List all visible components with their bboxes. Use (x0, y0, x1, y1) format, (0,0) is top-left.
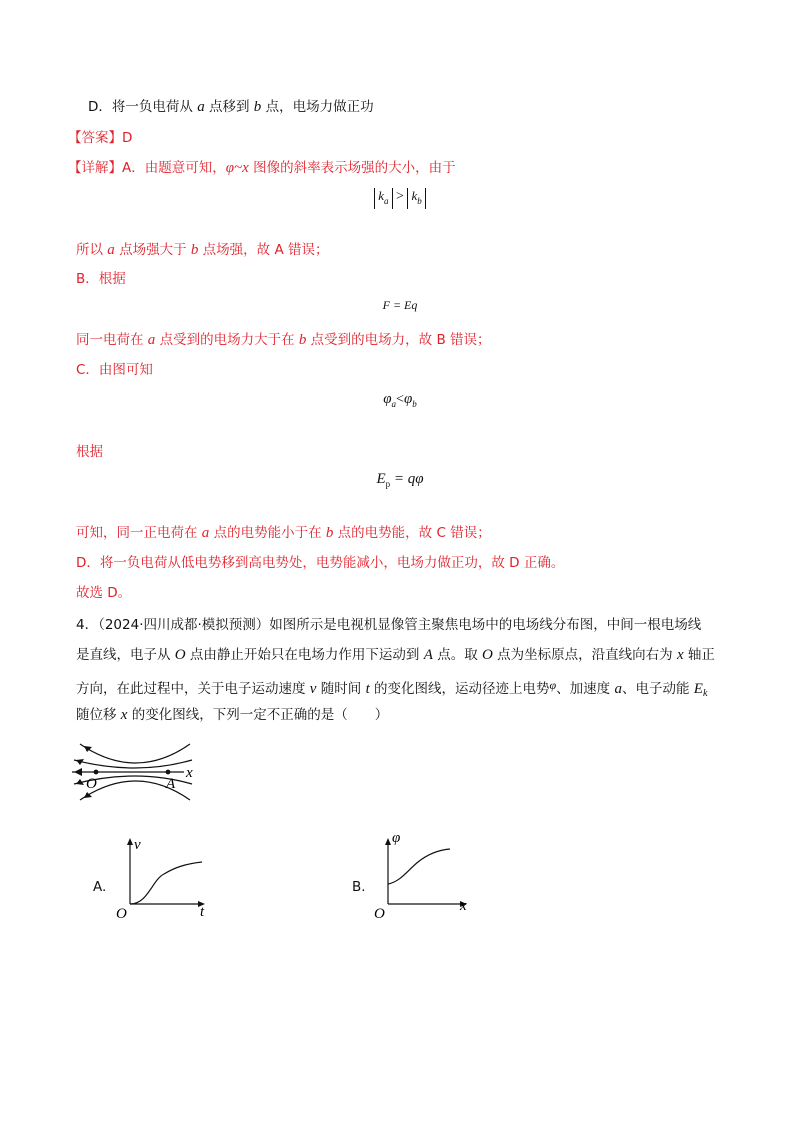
var-a: a (107, 242, 115, 258)
var-a: a (614, 681, 622, 697)
text: 点场强，故 A 错误； (198, 242, 329, 258)
line-b-conclusion (76, 331, 491, 349)
answer-label: 【答案】 (68, 130, 122, 146)
sub-p: p (385, 479, 391, 489)
sub-a: a (384, 196, 389, 206)
sub-k: k (702, 688, 708, 699)
graph-b-phi-x (372, 830, 482, 920)
answer-value: D (122, 130, 133, 146)
text: 同一电荷在 (76, 332, 148, 348)
var-phi: φ (549, 678, 557, 692)
line-a-conclusion (76, 241, 329, 259)
text: 点的电势能，故 C 错误； (333, 525, 491, 541)
text: 点移到 (204, 99, 254, 115)
text: 随位移 (76, 707, 121, 723)
var-a: a (147, 332, 156, 348)
phi-x: φ~x (225, 160, 249, 176)
text: 是直线，电子从 (76, 647, 175, 663)
line-basis: 根据 (76, 444, 103, 460)
axis-label-t: t (200, 904, 205, 920)
relation: < (396, 392, 404, 407)
text: 轴正 (683, 647, 715, 663)
var-b: b (298, 332, 307, 348)
var-x: x (676, 647, 684, 663)
text: D．将一负电荷从 (88, 99, 198, 115)
text: 点，电场力做正功 (261, 99, 374, 115)
text: 、电子动能 (621, 681, 694, 697)
text: 点为坐标原点，沿直线向右为 (492, 647, 677, 663)
point-A (166, 770, 171, 775)
text: 点受到的电场力，故 B 错误； (306, 332, 491, 348)
q4-line-2 (76, 646, 715, 664)
axis-label-x: x (460, 898, 467, 914)
selection-line: 故选 D。 (76, 585, 132, 601)
var-A: A (423, 647, 433, 663)
sub-a: a (391, 399, 397, 409)
line-c-basis: C．由图可知 (76, 362, 153, 378)
phi: φ (383, 391, 392, 407)
label-A: A (166, 776, 176, 792)
axis-label-phi: φ (392, 830, 401, 846)
text: 的变化图线，下列一定不正确的是（ ） (127, 707, 389, 723)
curve-phi-x (388, 849, 450, 884)
text: 图像的斜率表示场强的大小，由于 (248, 160, 456, 176)
answer-line (68, 129, 132, 147)
curve-v-t (130, 862, 202, 904)
q4-line-4 (76, 706, 388, 724)
line-d-conclusion: D．将一负电荷从低电势移到高电势处，电势能减小，电场力做正功，故 D 正确。 (76, 555, 565, 571)
detail-label: 【详解】 (68, 160, 122, 176)
field-line-upper (74, 760, 192, 768)
k: k (411, 188, 418, 203)
text: A．由题意可知， (122, 160, 226, 176)
var-t: t (365, 681, 370, 697)
sub-b: b (412, 399, 417, 409)
formula-force: F = Eq (382, 298, 418, 312)
text: 方向，在此过程中，关于电子运动速度 (76, 681, 310, 697)
arrow-head (74, 768, 82, 776)
text: 点。取 (432, 647, 482, 663)
q4-line-1: 4．（2024·四川成都·模拟预测）如图所示是电视机显像管主聚焦电场中的电场线分布图，中间一根电场线 (76, 617, 702, 633)
y-arrow (127, 838, 133, 845)
label-x: x (186, 765, 193, 781)
option-b-label: B. (352, 879, 366, 895)
text: 随时间 (316, 681, 366, 697)
line-c-conclusion (76, 524, 491, 542)
text: 点由静止开始只在电场力作用下运动到 (185, 647, 424, 663)
formula-potential-energy (0, 471, 800, 489)
var-b: b (253, 99, 262, 115)
relation: > (396, 189, 404, 204)
text: 点场强大于 (114, 242, 191, 258)
graph-a-v-t (112, 834, 222, 920)
var-v: v (309, 681, 317, 697)
option-d-line (88, 98, 374, 116)
text: 所以 (76, 242, 108, 258)
point-O (94, 770, 99, 775)
var-O: O (482, 647, 493, 663)
sub-b: b (417, 196, 422, 206)
origin-O: O (374, 906, 385, 922)
origin-O: O (116, 906, 127, 922)
var-O: O (174, 647, 186, 663)
formula-slope-compare (0, 188, 800, 209)
var-a: a (197, 99, 205, 115)
y-arrow (385, 838, 391, 845)
text: 点受到的电场力大于在 (155, 332, 299, 348)
var-b: b (190, 242, 199, 258)
text: 点的电势能小于在 (209, 525, 326, 541)
field-lines-figure (66, 736, 206, 822)
detail-line (68, 159, 456, 177)
var-b: b (325, 525, 334, 541)
axis-label-v: v (134, 837, 141, 853)
text: 的变化图线，运动径迹上电势 (369, 681, 550, 697)
phi: φ (403, 391, 413, 407)
var-a: a (201, 525, 210, 541)
k: k (378, 188, 385, 203)
rest: = qφ (390, 471, 424, 487)
line-b-basis: B．根据 (76, 271, 126, 287)
option-a-label: A. (93, 879, 107, 895)
var-x: x (120, 707, 128, 723)
var-E: E (693, 681, 703, 697)
text: 可知，同一正电荷在 (76, 525, 202, 541)
field-line-top (80, 744, 190, 763)
q4-line-3 (76, 676, 707, 703)
E: E (376, 471, 386, 487)
formula-potential-compare (0, 391, 800, 409)
text: 、加速度 (556, 681, 615, 697)
label-O: O (86, 776, 97, 792)
